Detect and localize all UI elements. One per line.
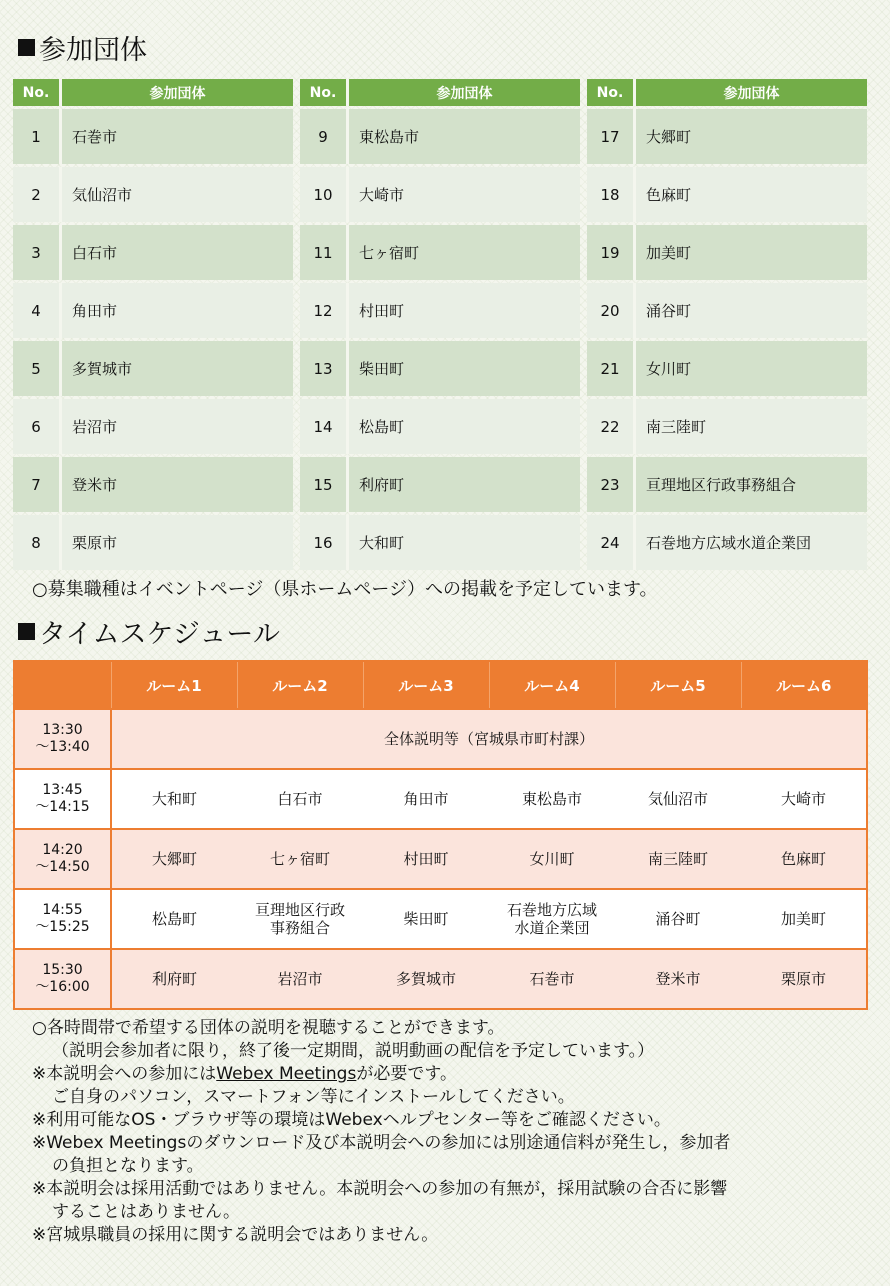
org-name: 色麻町 [636, 167, 867, 222]
org-name: 岩沼市 [277, 970, 323, 988]
time-start: 14:20 [42, 841, 83, 858]
time-end: ～13:40 [35, 739, 90, 755]
square-bullet-icon [18, 623, 35, 640]
org-name: 気仙沼市 [62, 167, 293, 222]
col-header-name: 参加団体 [62, 79, 293, 106]
org-name: 水道企業団 [514, 919, 590, 937]
org-name: 石巻地方広域 [506, 901, 597, 919]
org-name: 大郷町 [636, 109, 867, 164]
org-name: 石巻市 [529, 970, 575, 988]
schedule-cell [489, 889, 615, 949]
time-slot [14, 829, 111, 889]
schedule-cell [615, 889, 741, 949]
schedule-cell [237, 889, 363, 949]
room-header: ルーム3 [363, 661, 489, 709]
org-row [13, 225, 293, 280]
org-row [587, 167, 867, 222]
schedule-cell [111, 889, 237, 949]
org-name: 柴田町 [403, 910, 449, 928]
org-number: 20 [587, 283, 636, 338]
note-line: の負担となります。 [52, 1156, 204, 1176]
time-start: 13:30 [42, 721, 83, 738]
recruit-note: ○募集職種はイベントページ（県ホームページ）への掲載を予定しています。 [32, 579, 658, 600]
time-start: 14:55 [42, 901, 83, 918]
webex-meetings-link[interactable]: Webex Meetings [216, 1064, 357, 1084]
org-number: 7 [13, 457, 62, 512]
org-number: 16 [300, 515, 349, 570]
schedule-row [14, 829, 867, 889]
org-name: 角田市 [62, 283, 293, 338]
org-name: 女川町 [529, 850, 575, 868]
notes-block [32, 1017, 862, 1247]
time-slot [14, 709, 111, 769]
note-line: （説明会参加者に限り，終了後一定期間，説明動画の配信を予定しています。） [52, 1041, 655, 1061]
org-name: 登米市 [62, 457, 293, 512]
org-name: 柴田町 [349, 341, 580, 396]
note-line: ※宮城県職員の採用に関する説明会ではありません。 [32, 1225, 439, 1245]
org-row [13, 109, 293, 164]
org-name: 東松島市 [521, 790, 582, 808]
time-slot [14, 769, 111, 829]
col-header-name: 参加団体 [349, 79, 580, 106]
org-name: 利府町 [151, 970, 197, 988]
org-number: 13 [300, 341, 349, 396]
org-row [13, 457, 293, 512]
org-number: 15 [300, 457, 349, 512]
col-header-no: No. [587, 79, 636, 106]
time-end: ～15:25 [35, 919, 90, 935]
org-name: 利府町 [349, 457, 580, 512]
note-line: ご自身のパソコン，スマートフォン等にインストールしてください。 [52, 1087, 575, 1107]
room-header: ルーム5 [615, 661, 741, 709]
time-header-empty [14, 661, 111, 709]
org-name: 大和町 [349, 515, 580, 570]
org-name: 石巻市 [62, 109, 293, 164]
org-row [300, 399, 580, 454]
org-number: 19 [587, 225, 636, 280]
org-number: 14 [300, 399, 349, 454]
schedule-cell [489, 949, 615, 1009]
org-number: 18 [587, 167, 636, 222]
org-row [300, 283, 580, 338]
org-name: 大崎市 [349, 167, 580, 222]
schedule-cell [237, 949, 363, 1009]
org-number: 10 [300, 167, 349, 222]
org-row [300, 167, 580, 222]
org-name: 白石市 [62, 225, 293, 280]
schedule-cell [615, 769, 741, 829]
org-number: 9 [300, 109, 349, 164]
time-end: ～16:00 [35, 979, 90, 995]
org-number: 2 [13, 167, 62, 222]
org-number: 8 [13, 515, 62, 570]
room-header: ルーム1 [111, 661, 237, 709]
schedule-cell [489, 829, 615, 889]
org-name: 栗原市 [62, 515, 293, 570]
org-table-2 [300, 76, 580, 573]
room-header: ルーム6 [741, 661, 867, 709]
org-number: 3 [13, 225, 62, 280]
schedule-row [14, 949, 867, 1009]
org-name: 松島町 [349, 399, 580, 454]
org-row [300, 341, 580, 396]
section-title: タイムスケジュール [39, 619, 280, 650]
time-start: 15:30 [42, 961, 83, 978]
org-number: 1 [13, 109, 62, 164]
org-name: 大郷町 [151, 850, 197, 868]
org-name: 登米市 [655, 970, 701, 988]
org-name: 角田市 [403, 790, 449, 808]
org-name: 事務組合 [269, 919, 330, 937]
org-name: 七ヶ宿町 [349, 225, 580, 280]
org-name: 多賀城市 [62, 341, 293, 396]
org-name: 七ヶ宿町 [269, 850, 330, 868]
org-number: 24 [587, 515, 636, 570]
org-number: 4 [13, 283, 62, 338]
schedule-cell [363, 829, 489, 889]
org-name: 岩沼市 [62, 399, 293, 454]
time-end: ～14:15 [35, 799, 90, 815]
org-name: 色麻町 [780, 850, 826, 868]
org-number: 21 [587, 341, 636, 396]
org-number: 23 [587, 457, 636, 512]
org-name: 村田町 [349, 283, 580, 338]
org-name: 石巻地方広域水道企業団 [636, 515, 867, 570]
note-line [32, 1063, 862, 1086]
schedule-cell [363, 889, 489, 949]
org-row [587, 283, 867, 338]
org-name: 東松島市 [349, 109, 580, 164]
schedule-row [14, 769, 867, 829]
note-line: ※利用可能なOS・ブラウザ等の環境はWebexヘルプセンター等をご確認ください。 [32, 1110, 671, 1130]
org-row [300, 225, 580, 280]
org-name: 白石市 [277, 790, 323, 808]
schedule-cell [741, 829, 867, 889]
org-number: 5 [13, 341, 62, 396]
org-row [587, 399, 867, 454]
org-row [300, 109, 580, 164]
section-title: 参加団体 [39, 35, 147, 66]
org-row [300, 515, 580, 570]
col-header-name: 参加団体 [636, 79, 867, 106]
note-line: ○各時間帯で希望する団体の説明を視聴することができます。 [32, 1018, 505, 1038]
time-end: ～14:50 [35, 859, 90, 875]
org-name: 南三陸町 [647, 850, 708, 868]
room-header: ルーム2 [237, 661, 363, 709]
schedule-row [14, 889, 867, 949]
room-header: ルーム4 [489, 661, 615, 709]
col-header-no: No. [300, 79, 349, 106]
schedule-cell [615, 829, 741, 889]
schedule-cell [615, 949, 741, 1009]
org-name: 松島町 [151, 910, 197, 928]
org-table-1 [13, 76, 293, 573]
schedule-cell [363, 769, 489, 829]
note-line: ※本説明会は採用活動ではありません。本説明会への参加の有無が，採用試験の合否に影響 [32, 1179, 728, 1199]
schedule-cell [111, 949, 237, 1009]
col-header-no: No. [13, 79, 62, 106]
org-number: 17 [587, 109, 636, 164]
schedule-cell [489, 769, 615, 829]
schedule-row-intro [14, 709, 867, 769]
schedule-cell [111, 769, 237, 829]
schedule-cell [741, 769, 867, 829]
org-row [587, 109, 867, 164]
org-name: 女川町 [636, 341, 867, 396]
section-heading-participants [18, 28, 147, 67]
org-number: 11 [300, 225, 349, 280]
org-number: 12 [300, 283, 349, 338]
schedule-cell [111, 829, 237, 889]
overall-briefing-cell: 全体説明等（宮城県市町村課） [111, 709, 867, 769]
org-name: 亘理地区行政 [254, 901, 345, 919]
org-row [13, 515, 293, 570]
org-row [587, 515, 867, 570]
org-name: 大崎市 [780, 790, 826, 808]
org-name: 亘理地区行政事務組合 [636, 457, 867, 512]
org-name: 加美町 [636, 225, 867, 280]
org-row [587, 457, 867, 512]
org-row [13, 283, 293, 338]
time-start: 13:45 [42, 781, 83, 798]
section-heading-schedule [18, 612, 280, 651]
org-row [13, 341, 293, 396]
time-slot [14, 949, 111, 1009]
org-name: 多賀城市 [395, 970, 456, 988]
org-name: 涌谷町 [636, 283, 867, 338]
org-number: 6 [13, 399, 62, 454]
schedule-cell [237, 769, 363, 829]
schedule-cell [237, 829, 363, 889]
square-bullet-icon [18, 39, 35, 56]
note-line: することはありません。 [52, 1202, 241, 1222]
note-text: が必要です。 [356, 1064, 457, 1084]
schedule-cell [741, 949, 867, 1009]
note-line: ※Webex Meetingsのダウンロード及び本説明会への参加には別途通信料が発生し，参加者 [32, 1133, 731, 1153]
org-table-3 [587, 76, 867, 573]
org-row [300, 457, 580, 512]
note-text: ※本説明会への参加には [32, 1064, 217, 1084]
schedule-cell [363, 949, 489, 1009]
org-name: 気仙沼市 [647, 790, 708, 808]
time-slot [14, 889, 111, 949]
org-row [587, 341, 867, 396]
org-name: 加美町 [780, 910, 826, 928]
schedule-table [13, 660, 868, 1010]
org-name: 村田町 [403, 850, 449, 868]
org-name: 大和町 [151, 790, 197, 808]
org-name: 南三陸町 [636, 399, 867, 454]
org-row [13, 167, 293, 222]
org-row [13, 399, 293, 454]
org-number: 22 [587, 399, 636, 454]
org-name: 涌谷町 [655, 910, 701, 928]
org-row [587, 225, 867, 280]
org-name: 栗原市 [780, 970, 826, 988]
schedule-cell [741, 889, 867, 949]
